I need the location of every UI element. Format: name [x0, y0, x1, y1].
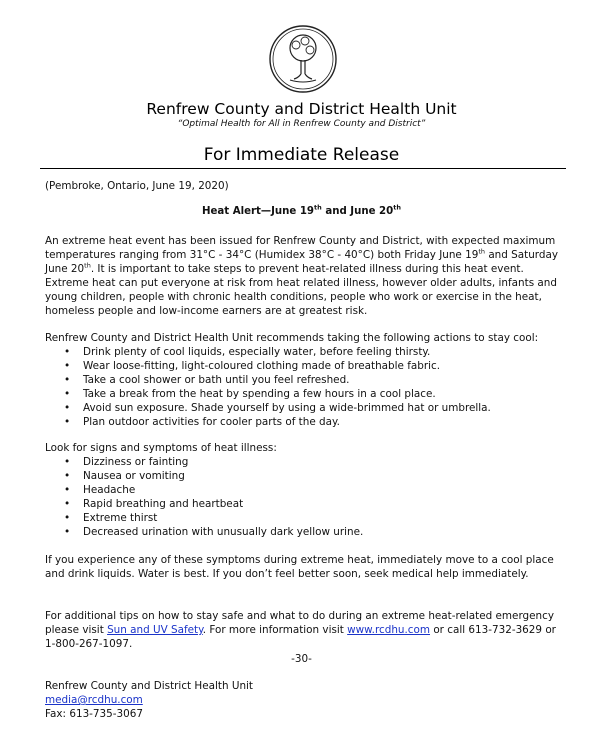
tips-text: or call 613-732-3629 or 1-800-267-1097. — [45, 624, 556, 650]
intro-text: and Saturday June 20 — [45, 249, 558, 275]
list-item: • Nausea or vomiting — [45, 469, 567, 483]
contact-footer — [45, 679, 253, 721]
symptoms-section — [45, 441, 567, 539]
title-divider — [40, 168, 566, 169]
list-item: • Extreme thirst — [45, 511, 567, 525]
intro-paragraph — [45, 234, 567, 318]
sun-uv-safety-link[interactable]: Sun and UV Safety — [107, 624, 203, 636]
org-name: Renfrew County and District Health Unit — [146, 100, 457, 118]
list-item: • Dizziness or fainting — [45, 455, 567, 469]
tips-paragraph — [45, 609, 567, 651]
actions-list — [45, 345, 567, 429]
headline-text: and June 20 — [321, 206, 394, 217]
intro-text: . It is important to take steps to prevent heat-related illness during this heat event. Extreme heat can put everyone at risk from heat related illness, however older adults, infants and young children, people with chronic health conditions, people who work or exercise in the heat, homeless people and low-income earners are at greatest risk. — [45, 263, 557, 317]
intro-sup: th — [478, 247, 486, 256]
tips-text: For additional tips on how to stay safe and what to do during an extreme heat-related emergency please visit — [45, 610, 554, 636]
org-tagline: “Optimal Health for All in Renfrew County and District” — [177, 119, 426, 129]
footer-fax: Fax: 613-735-3067 — [45, 708, 143, 720]
media-email-link[interactable]: media@rcdhu.com — [45, 694, 143, 706]
actions-section — [45, 331, 567, 429]
list-item: • Avoid sun exposure. Shade yourself by using a wide-brimmed hat or umbrella. — [45, 401, 567, 415]
tree-logo-icon — [268, 24, 338, 94]
symptoms-lead: Look for signs and symptoms of heat illness: — [45, 442, 277, 454]
headline — [0, 205, 603, 219]
list-item: • Decreased urination with unusually dark yellow urine. — [45, 525, 567, 539]
list-item: • Rapid breathing and heartbeat — [45, 497, 567, 511]
list-item: • Take a cool shower or bath until you feel refreshed. — [45, 373, 567, 387]
release-title: For Immediate Release — [203, 145, 400, 165]
list-item: • Drink plenty of cool liquids, especially water, before feeling thirsty. — [45, 345, 567, 359]
list-item: • Wear loose-fitting, light-coloured clothing made of breathable fabric. — [45, 359, 567, 373]
list-item: • Plan outdoor activities for cooler parts of the day. — [45, 415, 567, 429]
list-item: • Headache — [45, 483, 567, 497]
headline-sup: th — [393, 203, 401, 212]
actions-lead: Renfrew County and District Health Unit recommends taking the following actions to stay cool: — [45, 332, 539, 344]
footer-org: Renfrew County and District Health Unit — [45, 680, 253, 692]
dateline: (Pembroke, Ontario, June 19, 2020) — [45, 180, 229, 192]
headline-text: Heat Alert—June 19 — [202, 206, 315, 217]
end-marker: -30- — [291, 653, 312, 665]
advice-paragraph: If you experience any of these symptoms during extreme heat, immediately move to a cool place and drink liquids. Water is best. If you don’t feel better soon, seek medical help immediately. — [45, 554, 554, 580]
intro-sup: th — [84, 261, 91, 270]
list-item: • Take a break from the heat by spending a few hours in a cool place. — [45, 387, 567, 401]
symptoms-list — [45, 455, 567, 539]
tips-text: . For more information visit — [202, 624, 348, 636]
headline-sup: th — [314, 203, 322, 212]
rcdhu-website-link[interactable]: www.rcdhu.com — [347, 624, 431, 636]
intro-text: An extreme heat event has been issued for Renfrew County and District, with expected maximum temperatures ranging from 31°C - 34°C (Humidex 38°C - 40°C) both Friday June 19 — [45, 235, 556, 261]
